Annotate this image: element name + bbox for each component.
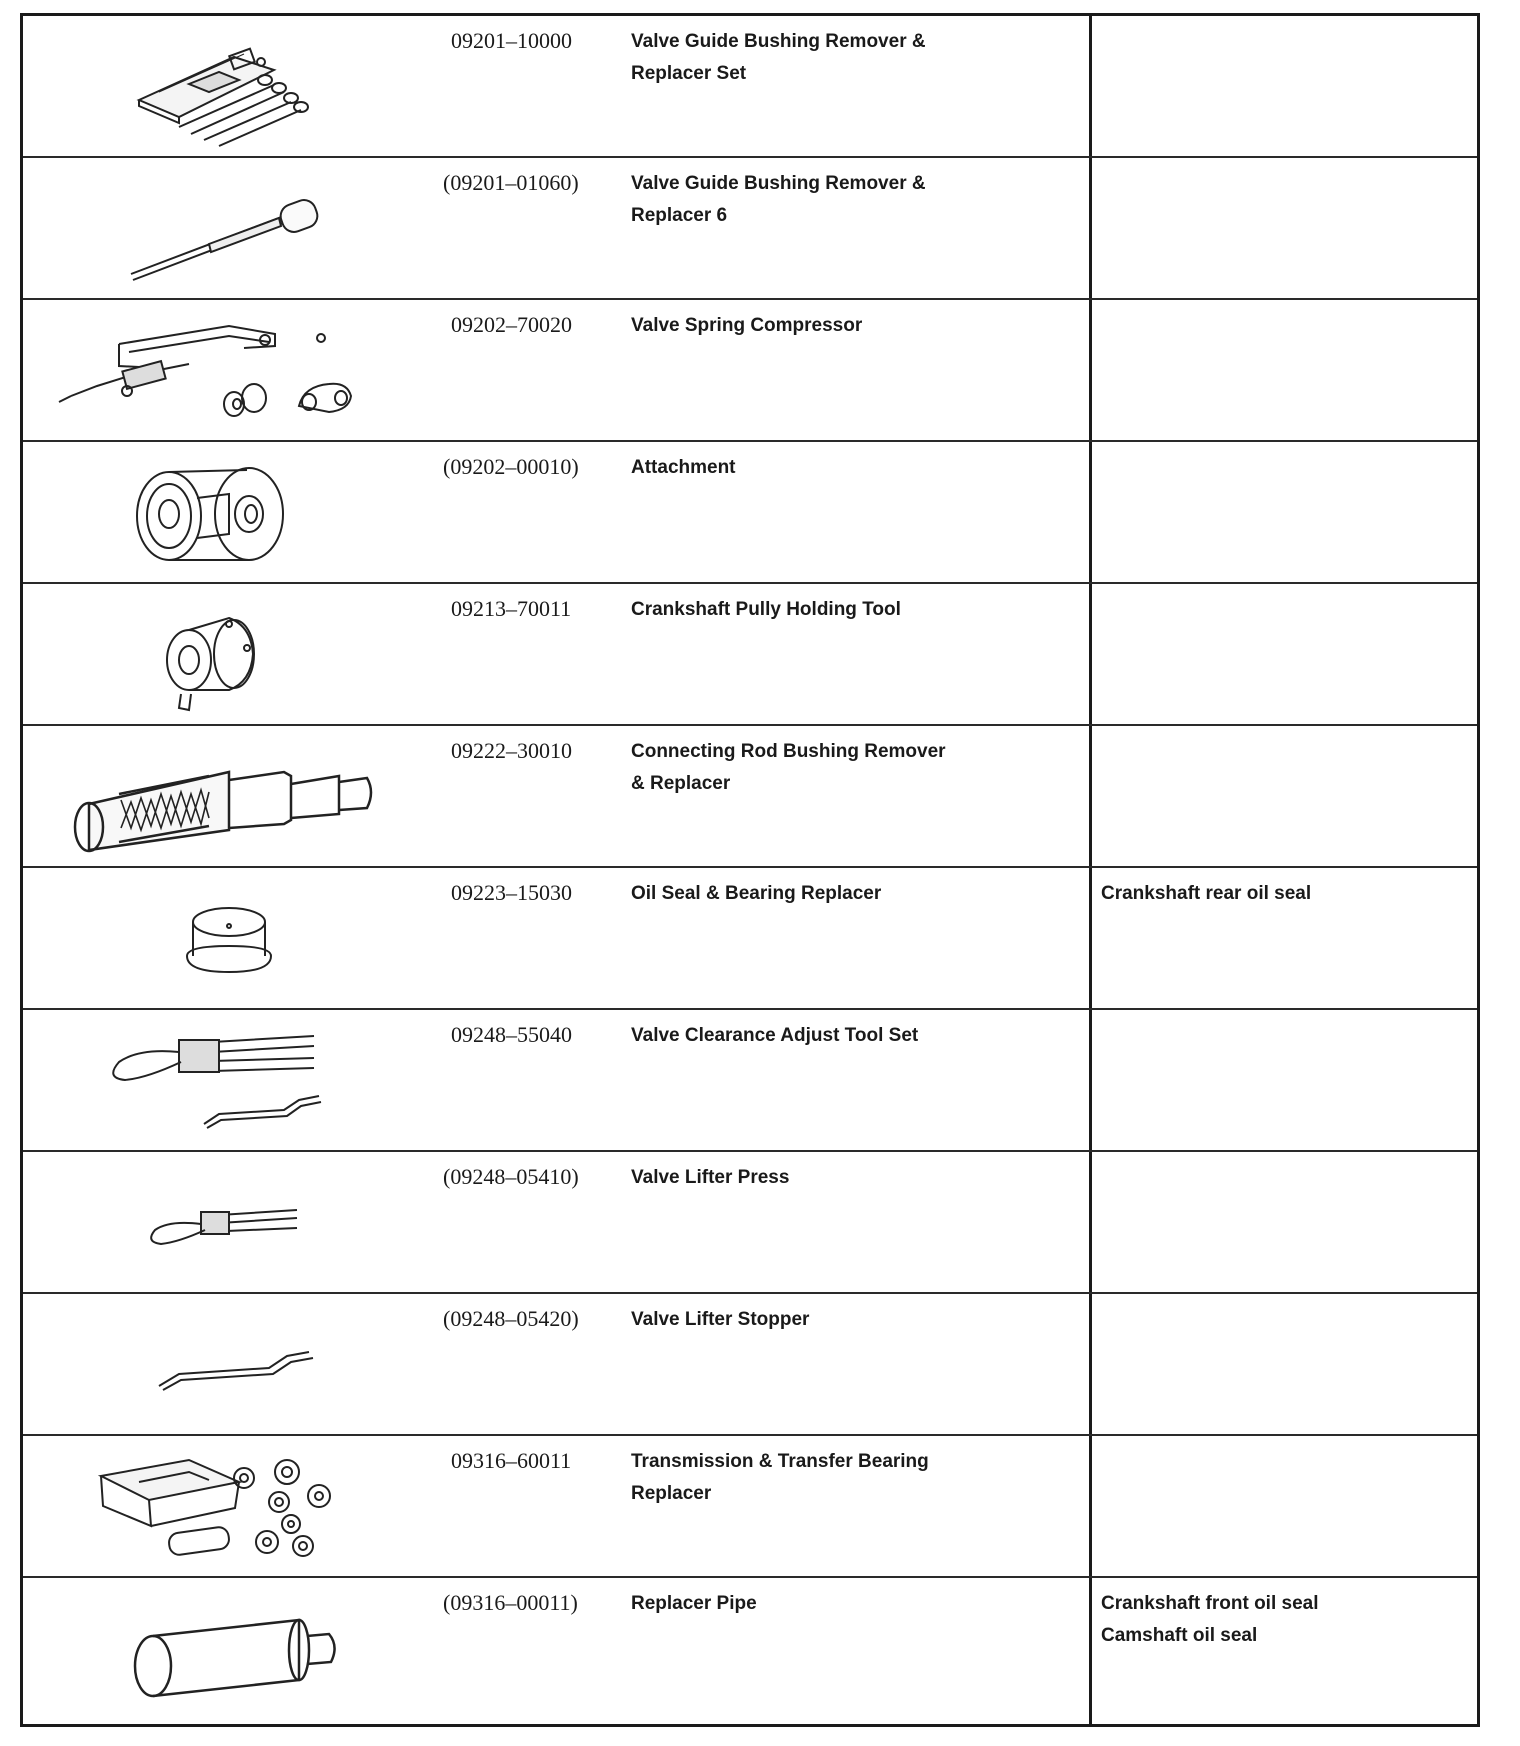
tool-row [23, 1436, 1477, 1578]
tool-row [23, 158, 1477, 300]
usage-note-line: Crankshaft front oil seal [1101, 1593, 1319, 1614]
tool-name-line: Valve Spring Compressor [631, 315, 863, 336]
usage-note [1101, 1588, 1471, 1652]
part-number: 09223–15030 [451, 880, 572, 905]
usage-note [1101, 878, 1471, 910]
part-number: 09213–70011 [451, 596, 572, 621]
tool-name-line: Connecting Rod Bushing Remover [631, 741, 946, 762]
tool-name [631, 310, 1031, 342]
part-number: 09316–60011 [451, 1448, 572, 1473]
bearing-replacer-set-icon [29, 1442, 449, 1572]
tool-name [631, 1446, 1031, 1510]
tool-name [631, 1304, 1031, 1336]
tool-row [23, 584, 1477, 726]
part-number: 09202–70020 [451, 312, 572, 337]
tool-name [631, 26, 1031, 90]
tool-name-line: Crankshaft Pully Holding Tool [631, 599, 901, 620]
replacer-pipe-icon [29, 1584, 449, 1714]
spring-compressor-icon [29, 306, 449, 436]
tool-name [631, 168, 1031, 232]
tool-name-line: Valve Guide Bushing Remover & [631, 173, 926, 194]
tool-row [23, 868, 1477, 1010]
tool-name-line: & Replacer [631, 773, 731, 794]
pulley-holder-icon [29, 590, 449, 720]
part-number: 09222–30010 [451, 738, 572, 763]
tool-name-line: Replacer 6 [631, 205, 728, 226]
lifter-stopper-icon [29, 1300, 449, 1430]
tool-name-line: Attachment [631, 457, 736, 478]
attachment-icon [29, 448, 449, 578]
tool-name [631, 736, 1031, 800]
tool-name-line: Replacer Pipe [631, 1593, 757, 1614]
tool-name [631, 878, 1031, 910]
tool-table [20, 13, 1480, 1727]
tool-name [631, 594, 1031, 626]
tool-name-line: Valve Guide Bushing Remover & [631, 31, 926, 52]
part-number: (09202–00010) [443, 454, 579, 479]
part-number: (09316–00011) [443, 1590, 578, 1615]
tool-name-line: Valve Lifter Press [631, 1167, 790, 1188]
tool-name-line: Oil Seal & Bearing Replacer [631, 883, 882, 904]
tool-row [23, 1294, 1477, 1436]
usage-note-line: Camshaft oil seal [1101, 1625, 1258, 1646]
tool-row [23, 1152, 1477, 1294]
tool-row [23, 442, 1477, 584]
tool-name-line: Valve Lifter Stopper [631, 1309, 810, 1330]
tool-name [631, 1588, 1031, 1620]
tool-row [23, 16, 1477, 158]
tool-name-line: Transmission & Transfer Bearing [631, 1451, 929, 1472]
part-number: (09201–01060) [443, 170, 579, 195]
tool-row [23, 1578, 1477, 1720]
part-number: 09248–55040 [451, 1022, 572, 1047]
valve-guide-set-icon [29, 22, 449, 152]
clearance-tool-set-icon [29, 1016, 449, 1146]
usage-note-line: Crankshaft rear oil seal [1101, 883, 1312, 904]
bushing-remover-icon [29, 164, 449, 294]
tool-name-line: Valve Clearance Adjust Tool Set [631, 1025, 919, 1046]
tool-name [631, 1162, 1031, 1194]
rod-bushing-tool-icon [29, 732, 449, 862]
part-number: (09248–05420) [443, 1306, 579, 1331]
tool-name [631, 452, 1031, 484]
oil-seal-replacer-icon [29, 874, 449, 1004]
tool-name-line: Replacer [631, 1483, 712, 1504]
tool-row [23, 300, 1477, 442]
tool-name [631, 1020, 1031, 1052]
tool-row [23, 726, 1477, 868]
lifter-press-icon [29, 1158, 449, 1288]
tool-row [23, 1010, 1477, 1152]
part-number: 09201–10000 [451, 28, 572, 53]
part-number: (09248–05410) [443, 1164, 579, 1189]
tool-name-line: Replacer Set [631, 63, 747, 84]
